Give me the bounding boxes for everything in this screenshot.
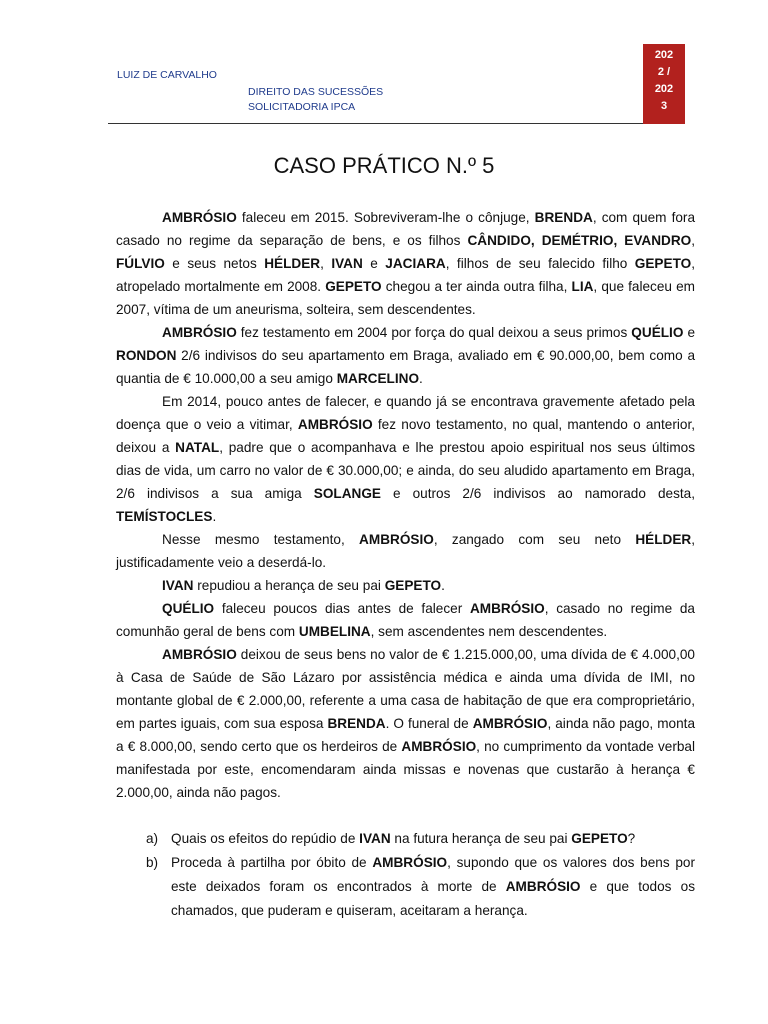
bold-name: BRENDA — [534, 210, 593, 225]
question-item — [146, 827, 695, 851]
text-run: Quais os efeitos do repúdio de — [171, 831, 360, 846]
text-run: e que todos os chamados, que puderam e quiseram, aceitaram a herança. — [171, 879, 695, 918]
case-body — [116, 206, 695, 804]
text-run: . O funeral de — [385, 716, 473, 731]
bold-name: GEPETO — [571, 831, 628, 846]
bold-name: MARCELINO — [336, 371, 420, 386]
question-item — [146, 851, 695, 923]
text-run: faleceu poucos dias antes de falecer — [214, 601, 470, 616]
text-run: ? — [627, 831, 636, 846]
text-run: , zangado com seu neto — [433, 532, 636, 547]
bold-name: AMBRÓSIO — [162, 647, 237, 662]
bold-name: BRENDA — [327, 716, 386, 731]
bold-name: GEPETO — [384, 578, 442, 593]
header-rule — [108, 123, 643, 124]
bold-name: TEMÍSTOCLES — [116, 509, 213, 524]
question-label: a) — [146, 831, 159, 846]
paragraph — [116, 574, 695, 597]
text-run: , atropelado mortalmente em 2008. — [116, 256, 695, 294]
text-run: repudiou a herança de seu pai — [193, 578, 385, 593]
bold-name: IVAN — [162, 578, 194, 593]
text-run: , que faleceu em 2007, vítima de um aneurisma, solteira, sem descendentes. — [116, 279, 695, 317]
bold-name: AMBRÓSIO — [469, 601, 545, 616]
text-run: fez novo testamento, no qual, mantendo o anterior, deixou a — [116, 417, 695, 455]
bold-name: UMBELINA — [298, 624, 371, 639]
paragraph — [116, 206, 695, 321]
page-title: CASO PRÁTICO N.º 5 — [273, 153, 495, 178]
text-run: e — [683, 325, 695, 340]
bold-name: SOLANGE — [313, 486, 381, 501]
bold-name: AMBRÓSIO — [162, 325, 237, 340]
paragraph — [116, 643, 695, 804]
header-author: LUIZ DE CARVALHO — [117, 69, 217, 81]
bold-name: LIA — [571, 279, 594, 294]
text-run: , — [320, 256, 332, 271]
bold-name: GEPETO — [634, 256, 692, 271]
bold-name: NATAL — [175, 440, 220, 455]
text-run: , padre que o acompanhava e lhe prestou apoio espiritual nos seus últimos dias de vida, um carro no valor de € 30.000,00; e ainda, do seu aludido apartamento em Braga, 2/6 indivisos a sua amiga — [116, 440, 695, 501]
text-run: Em 2014, pouco antes de falecer, e quando já se encontrava gravemente afetado pela doença que o veio a vitimar, — [116, 394, 695, 432]
question-label: b) — [146, 855, 159, 870]
question-text — [171, 827, 695, 851]
bold-name: FÚLVIO — [116, 256, 165, 271]
text-run: e outros 2/6 indivisos ao namorado desta, — [380, 486, 695, 501]
text-run: e — [362, 256, 386, 271]
text-run: , justificadamente veio a deserdá-lo. — [116, 532, 695, 570]
header-course-block — [248, 85, 383, 115]
text-run: , no cumprimento da vontade verbal manifestada por este, encomendaram ainda missas e novenas que custarão à herança € 2.000,00, ainda não pagos. — [116, 739, 695, 800]
year-line-2: 2 / — [657, 66, 671, 78]
year-line-1: 202 — [654, 49, 674, 61]
bold-name: RONDON — [116, 348, 177, 363]
paragraph — [116, 321, 695, 390]
bold-name: AMBRÓSIO — [359, 532, 434, 547]
bold-name: AMBRÓSIO — [372, 855, 448, 870]
bold-name: QUÉLIO — [162, 601, 215, 616]
bold-name: QUÉLIO — [631, 325, 684, 340]
bold-name: GEPETO — [325, 279, 382, 294]
questions-list — [146, 827, 695, 923]
text-run: . — [441, 578, 445, 593]
header-course: DIREITO DAS SUCESSÕES — [248, 86, 384, 98]
bold-name: HÉLDER — [264, 256, 321, 271]
bold-name: JACIARA — [385, 256, 446, 271]
text-run: faleceu em 2015. Sobreviveram-lhe o cônjuge, — [236, 210, 535, 225]
bold-name: AMBRÓSIO — [401, 739, 477, 754]
bold-name: HÉLDER — [635, 532, 692, 547]
bold-name: CÂNDIDO, DEMÉTRIO, EVANDRO — [467, 233, 692, 248]
bold-name: IVAN — [331, 256, 363, 271]
text-run: Proceda à partilha por óbito de — [171, 855, 373, 870]
text-run: na futura herança de seu pai — [390, 831, 572, 846]
bold-name: AMBRÓSIO — [472, 716, 548, 731]
text-run: fez testamento em 2004 por força do qual deixou a seus primos — [236, 325, 632, 340]
text-run: chegou a ter ainda outra filha, — [381, 279, 572, 294]
bold-name: AMBRÓSIO — [297, 417, 373, 432]
bold-name: AMBRÓSIO — [162, 210, 237, 225]
text-run: 2/6 indivisos do seu apartamento em Braga, avaliado em € 90.000,00, bem como a quantia de € 10.000,00 a seu amigo — [116, 348, 695, 386]
bold-name: AMBRÓSIO — [505, 879, 581, 894]
text-run: . — [419, 371, 423, 386]
text-run: deixou de seus bens no valor de € 1.215.000,00, uma dívida de € 4.000,00 à Casa de Saúde de São Lázaro por assistência médica e ainda uma dívida de IMI, no montante global de € 2.000,00, referente a uma casa de habitação de que era comproprietário, em partes iguais, com sua esposa — [116, 647, 695, 731]
text-run: e seus netos — [164, 256, 265, 271]
text-run: , supondo que os valores dos bens por este deixados foram os encontrados à morte de — [171, 855, 695, 894]
bold-name: IVAN — [359, 831, 391, 846]
year-badge — [643, 44, 685, 124]
text-run: , com quem fora casado no regime da separação de bens, e os filhos — [116, 210, 696, 248]
text-run: , sem ascendentes nem descendentes. — [370, 624, 608, 639]
paragraph — [116, 390, 695, 528]
paragraph — [116, 597, 695, 643]
text-run: , casado no regime da comunhão geral de bens com — [116, 601, 695, 639]
text-run: , — [691, 233, 695, 248]
paragraph — [116, 528, 695, 574]
text-run: Nesse mesmo testamento, — [162, 532, 360, 547]
text-run: , ainda não pago, monta a € 8.000,00, sendo certo que os herdeiros de — [116, 716, 696, 754]
header-institution: SOLICITADORIA IPCA — [248, 101, 356, 113]
text-run: . — [212, 509, 217, 524]
year-line-4: 3 — [660, 100, 668, 112]
question-text — [171, 851, 695, 923]
year-line-3: 202 — [654, 83, 674, 95]
text-run: , filhos de seu falecido filho — [445, 256, 635, 271]
